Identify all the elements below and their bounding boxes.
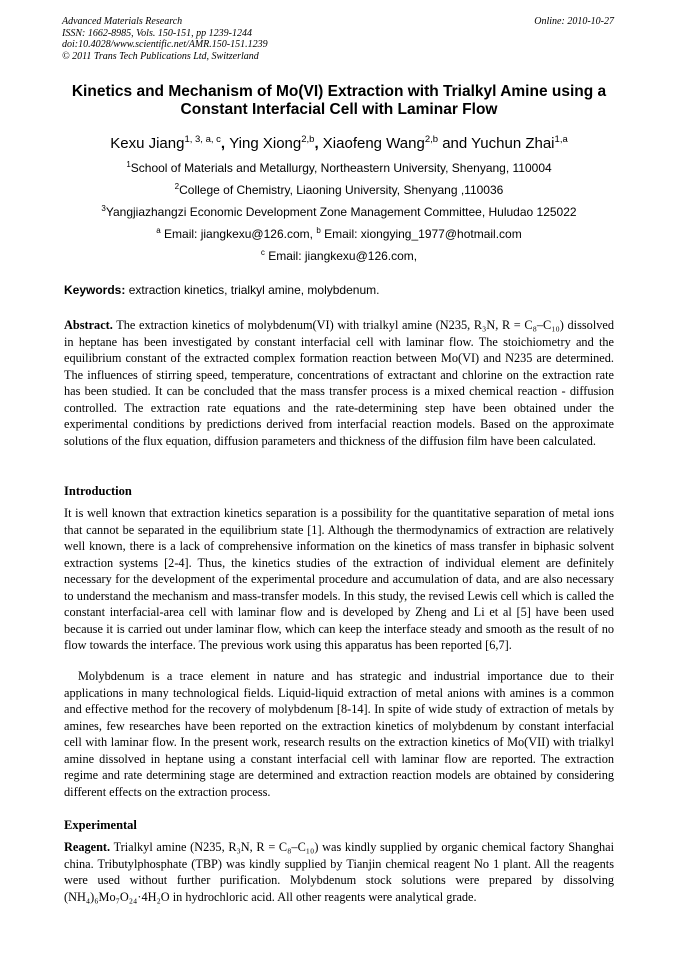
email-line bbox=[20, 246, 658, 263]
paper-title: Kinetics and Mechanism of Mo(VI) Extraction with Trialkyl Amine using a Constant Interfacial Cell with Laminar Flow bbox=[71, 83, 607, 118]
author-affil-sup: 2,b bbox=[424, 134, 439, 145]
affiliation-sup: 3 bbox=[101, 204, 106, 213]
author-name: Xiaofeng Wang bbox=[322, 135, 425, 152]
section-heading-experimental: Experimental bbox=[64, 818, 137, 832]
reagent-label: Reagent. bbox=[64, 840, 111, 854]
author-affil-sup: 2,b bbox=[301, 134, 315, 145]
abstract-text: The extraction kinetics of molybdenum(VI) with trialkyl amine (N235, R₃N, R = C₈–C₁₀) dissolved in heptane has been investigated by constant interfacial cell with laminar flow. The stoichiometry and the equilibrium constant of the extracted complex formation reaction between Mo(VI) and N235 are determined. The influences of stirring speed, temperature, concentrations of extractant and chlorine on the extraction rate has been studied. It can be concluded that the mass transfer process is a mixed chemical reaction - diffusion controlled. The extraction rate equations and the rate-determining step have been obtained under the experimental conditions by predictions derived from interfacial reaction models. Based on the approximate solutions of the flux equation, diffusion parameters and thickness of the diffusion film have been calculated. bbox=[64, 318, 614, 448]
reagent-text: Trialkyl amine (N235, R₃N, R = C₈–C₁₀) was kindly supplied by organic chemical factory Shanghai china. Tributylphosphate (TBP) was kindly supplied by Tianjin chemical reagent No 1 plant. All the reagents were used without further purification. Molybdenum stock solutions were prepared by dissolving (NH₄)₆Mo₇O₂₄·4H₂O in hydrochloric acid. All other reagents were analytical grade. bbox=[64, 840, 614, 904]
online-date: Online: 2010-10-27 bbox=[534, 16, 614, 27]
author-affil-sup: 1, 3, a, c bbox=[184, 134, 221, 145]
author-separator: , bbox=[314, 135, 323, 152]
introduction-paragraph: It is well known that extraction kinetics separation is a possibility for the quantitative separation of metal ions that cannot be separated in the equilibrium state [1]. Although the thermodynamics of extraction are relatively well known, there is a lack of comprehensive information on the kinetics of mass transfer in biphasic solvent extraction systems [2-4]. Thus, the kinetics studies of the extraction of individual element are definitely necessary for the development of the experimental procedure and accumulation of data, and are also necessary to understand the mechanism and mass-transfer models. In this study, the revised Lewis cell which is called the constant interfacial-area cell with laminar flow and is developed by Zheng and Li et al [5] have been used because it is carried out under laminar flow, which can keep the interface steady and smooth as the result of no flow towards the interface. The previous work using this apparatus has been reported [6,7]. bbox=[64, 506, 614, 652]
keywords-text: extraction kinetics, trialkyl amine, molybdenum. bbox=[125, 283, 380, 297]
abstract-label: Abstract. bbox=[64, 318, 113, 332]
affiliation-sup: 2 bbox=[174, 182, 180, 191]
journal-name: Advanced Materials Research bbox=[62, 16, 183, 27]
email-sup: b bbox=[316, 226, 321, 235]
author-name: Ying Xiong bbox=[229, 135, 302, 152]
author-name: Kexu Jiang bbox=[110, 135, 185, 152]
email-text: Email: jiangkexu@126.com, bbox=[264, 249, 418, 263]
author-separator: , bbox=[220, 135, 230, 152]
affiliation-text: School of Materials and Metallurgy, Northeastern University, Shenyang, 110004 bbox=[130, 161, 552, 175]
affiliation bbox=[20, 158, 658, 175]
issn-line: ISSN: 1662-8985, Vols. 150-151, pp 1239-1244 bbox=[62, 27, 252, 39]
email-text: Email: jiangkexu@126.com, bbox=[160, 227, 317, 241]
experimental-paragraph bbox=[64, 839, 614, 905]
affiliation bbox=[20, 180, 658, 197]
affiliation bbox=[20, 202, 658, 219]
affiliation-text: College of Chemistry, Liaoning University, Shenyang ,110036 bbox=[179, 183, 504, 197]
email-line bbox=[20, 224, 658, 241]
copyright-line: © 2011 Trans Tech Publications Ltd, Switzerland bbox=[62, 50, 259, 62]
email-sup: a bbox=[156, 226, 161, 235]
affiliation-text: Yangjiazhangzi Economic Development Zone Management Committee, Huludao 125022 bbox=[105, 205, 577, 219]
email-text: Email: xiongying_1977@hotmail.com bbox=[320, 227, 522, 241]
author-and: and bbox=[438, 135, 472, 152]
keywords-label: Keywords: bbox=[64, 283, 126, 297]
abstract bbox=[64, 317, 614, 449]
journal-header bbox=[62, 16, 268, 62]
email-sup: c bbox=[260, 248, 265, 257]
section-heading-introduction: Introduction bbox=[64, 484, 132, 498]
doi-line: doi:10.4028/www.scientific.net/AMR.150-151.1239 bbox=[62, 39, 268, 50]
affiliation-sup: 1 bbox=[126, 160, 131, 169]
author-affil-sup: 1,a bbox=[554, 134, 568, 145]
author-name: Yuchun Zhai bbox=[471, 135, 555, 152]
introduction-paragraph: Molybdenum is a trace element in nature and has strategic and industrial importance due to their applications in many technological fields. Liquid-liquid extraction of metal anions with amines is a common and effective method for the recovery of molybdenum [8-14]. In spite of wide study of extraction of metals by amines, few researches have been reported on the extraction kinetics of molybdenum by constant interfacial cell with laminar flow. In the present work, research results on the extraction kinetics of Mo(VII) with trialkyl amine dissolved in heptane using a constant interfacial cell with laminar flow are reported. The extraction regime and rate determining stage are determined and extraction reaction models are obtained by considering different effects on the extraction process. bbox=[64, 669, 614, 799]
author-list bbox=[40, 131, 638, 153]
keywords bbox=[64, 283, 379, 297]
